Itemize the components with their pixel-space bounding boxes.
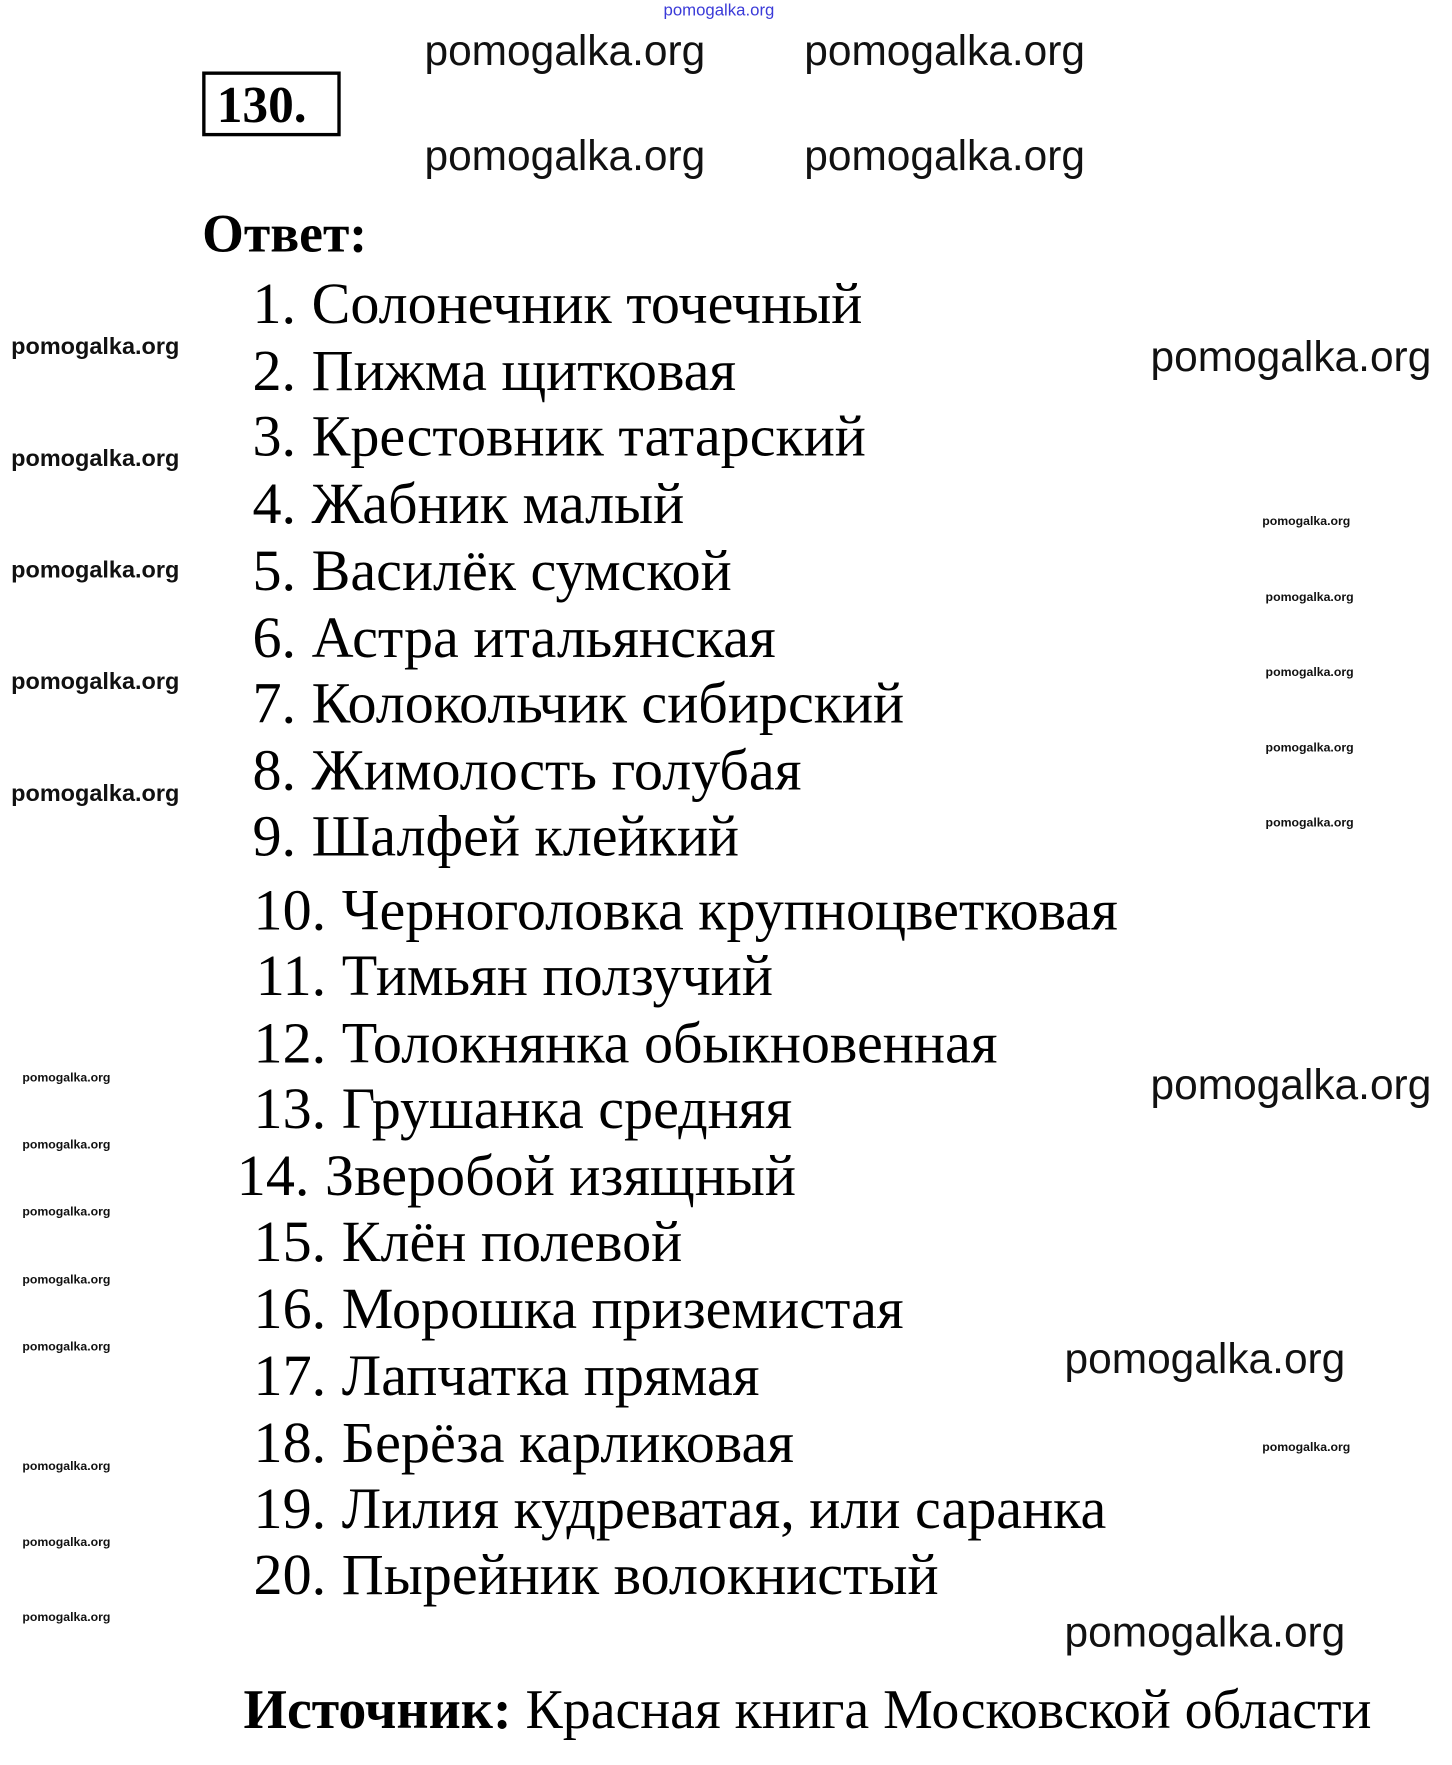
item-number: 9. bbox=[252, 805, 297, 870]
watermark: pomogalka.org bbox=[22, 1071, 111, 1085]
watermark: pomogalka.org bbox=[1265, 741, 1354, 756]
list-item bbox=[229, 471, 684, 538]
item-number: 15. bbox=[253, 1210, 327, 1275]
list-item bbox=[237, 1477, 1106, 1544]
item-name: Лапчатка прямая bbox=[341, 1344, 760, 1409]
item-number: 12. bbox=[253, 1012, 327, 1076]
list-item bbox=[237, 1210, 682, 1277]
list-item bbox=[229, 804, 739, 871]
item-number: 14. bbox=[236, 1144, 310, 1209]
watermark: pomogalka.org bbox=[1265, 590, 1354, 605]
item-number: 18. bbox=[253, 1411, 327, 1476]
watermark: pomogalka.org bbox=[424, 132, 706, 180]
item-number: 6. bbox=[252, 606, 297, 671]
list-item bbox=[229, 404, 866, 471]
watermark: pomogalka.org bbox=[424, 27, 706, 75]
list-item bbox=[229, 738, 801, 805]
item-name: Жимолость голубая bbox=[311, 739, 802, 804]
watermark: pomogalka.org bbox=[1265, 665, 1354, 680]
list-item bbox=[237, 1344, 760, 1411]
list-item bbox=[237, 1411, 794, 1478]
watermark: pomogalka.org bbox=[22, 1340, 111, 1354]
list-item bbox=[237, 1011, 998, 1078]
list-item bbox=[237, 944, 773, 1011]
watermark: pomogalka.org bbox=[1150, 333, 1432, 381]
watermark: pomogalka.org bbox=[804, 132, 1086, 180]
item-number: 8. bbox=[252, 739, 297, 804]
source-line bbox=[244, 1676, 1372, 1743]
item-name: Крестовник татарский bbox=[311, 405, 866, 470]
watermark: pomogalka.org bbox=[22, 1138, 111, 1152]
item-number: 3. bbox=[252, 405, 297, 470]
item-number: 16. bbox=[253, 1277, 327, 1342]
item-name: Тимьян ползучий bbox=[341, 944, 773, 1009]
watermark: pomogalka.org bbox=[1064, 1609, 1346, 1657]
item-number: 7. bbox=[252, 672, 297, 737]
watermark: pomogalka.org bbox=[22, 1273, 111, 1287]
list-item bbox=[229, 605, 776, 672]
source-label: Источник: bbox=[243, 1677, 512, 1741]
watermark-top[interactable]: pomogalka.org bbox=[663, 1, 775, 21]
watermark: pomogalka.org bbox=[1265, 816, 1354, 830]
watermark: pomogalka.org bbox=[11, 445, 180, 472]
item-number: 5. bbox=[252, 539, 297, 604]
item-number: 1. bbox=[252, 272, 297, 337]
list-item bbox=[237, 1077, 792, 1144]
watermark: pomogalka.org bbox=[22, 1610, 111, 1625]
watermark: pomogalka.org bbox=[1262, 514, 1351, 529]
item-name: Зверобой изящный bbox=[325, 1144, 796, 1209]
watermark: pomogalka.org bbox=[1150, 1062, 1432, 1110]
item-name: Василёк сумской bbox=[311, 539, 732, 604]
item-name: Колокольчик сибирский bbox=[311, 672, 905, 737]
item-name: Берёза карликовая bbox=[341, 1411, 794, 1476]
watermark: pomogalka.org bbox=[11, 333, 180, 360]
list-item bbox=[237, 1543, 939, 1610]
watermark: pomogalka.org bbox=[11, 669, 180, 695]
list-item bbox=[229, 271, 862, 338]
watermark: pomogalka.org bbox=[804, 27, 1086, 75]
answer-label: Ответ: bbox=[202, 204, 368, 264]
item-number: 4. bbox=[252, 472, 297, 537]
source-text: Красная книга Московской области bbox=[525, 1677, 1372, 1741]
item-number: 10. bbox=[253, 879, 327, 943]
list-item bbox=[229, 338, 736, 405]
item-name: Жабник малый bbox=[311, 472, 685, 537]
item-name: Толокнянка обыкновенная bbox=[341, 1012, 998, 1076]
item-name: Солонечник точечный bbox=[311, 272, 863, 337]
watermark: pomogalka.org bbox=[22, 1535, 111, 1550]
list-item bbox=[229, 538, 732, 605]
item-name: Грушанка средняя bbox=[341, 1077, 793, 1142]
item-name: Морошка приземистая bbox=[341, 1277, 904, 1342]
item-number: 17. bbox=[253, 1344, 327, 1409]
item-name: Астра итальянская bbox=[311, 606, 776, 671]
item-number: 19. bbox=[253, 1477, 327, 1542]
item-name: Черноголовка крупноцветковая bbox=[341, 879, 1118, 943]
item-number: 13. bbox=[253, 1077, 327, 1142]
item-number: 2. bbox=[252, 339, 297, 404]
watermark: pomogalka.org bbox=[22, 1205, 111, 1219]
item-name: Клён полевой bbox=[341, 1210, 683, 1275]
watermark: pomogalka.org bbox=[11, 780, 180, 807]
item-name: Пижма щитковая bbox=[311, 339, 737, 404]
list-item bbox=[237, 1277, 904, 1344]
list-item bbox=[220, 1144, 796, 1211]
watermark: pomogalka.org bbox=[1262, 1440, 1351, 1455]
watermark: pomogalka.org bbox=[11, 557, 180, 584]
item-number: 11. bbox=[255, 944, 327, 1009]
watermark: pomogalka.org bbox=[22, 1459, 111, 1474]
item-number: 20. bbox=[253, 1543, 327, 1608]
list-item bbox=[229, 671, 904, 738]
task-number: 130. bbox=[202, 71, 341, 136]
list-item bbox=[237, 878, 1118, 945]
item-name: Шалфей клейкий bbox=[311, 805, 740, 870]
watermark: pomogalka.org bbox=[1064, 1335, 1346, 1383]
item-name: Пырейник волокнистый bbox=[341, 1543, 939, 1608]
item-name: Лилия кудреватая, или саранка bbox=[341, 1477, 1107, 1542]
